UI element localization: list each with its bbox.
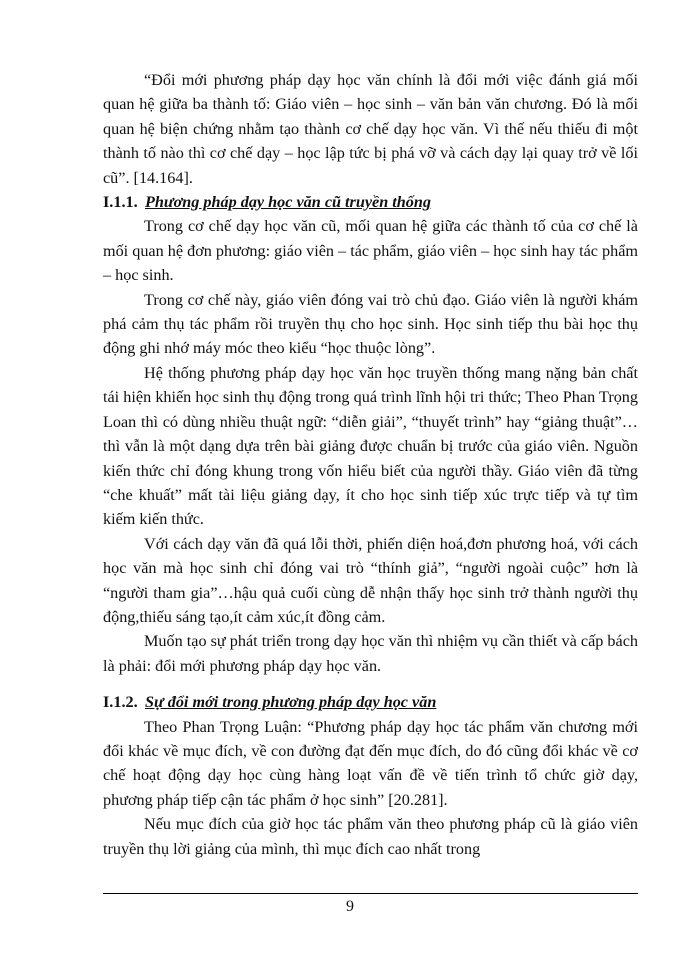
paragraph: Trong cơ chế này, giáo viên đóng vai trò chủ đạo. Giáo viên là người khám phá cảm thụ tác phẩm rồi truyền thụ cho học sinh. Học sinh tiếp thu bài học thụ động ghi nhớ máy móc theo kiểu “học thuộc lòng”. bbox=[103, 290, 638, 358]
section-spacer bbox=[103, 678, 638, 690]
section-number: I.1.2. bbox=[103, 693, 138, 712]
section-number: I.1.1. bbox=[103, 193, 138, 212]
section-title: Sự đổi mới trong phương pháp dạy học văn bbox=[145, 693, 437, 712]
section-title: Phương pháp dạy học văn cũ truyền thống bbox=[145, 193, 431, 212]
page-number: 9 bbox=[346, 898, 354, 915]
paragraph: Theo Phan Trọng Luận: “Phương pháp dạy học tác phẩm văn chương mới đổi khác về mục đích, về con đường đạt đến mục đích, do đó cũng đổi khác về cơ chế hoạt động dạy học cùng hàng loạt vấn đề về tiến trình tổ chức giờ dạy, phương pháp tiếp cận tác phẩm ở học sinh” [20.281]. bbox=[103, 717, 638, 809]
footer-divider bbox=[103, 893, 638, 894]
document-body bbox=[103, 68, 638, 861]
paragraph: Muốn tạo sự phát triển trong dạy học văn thì nhiệm vụ cần thiết và cấp bách là phải: đổi mới phương pháp dạy học văn. bbox=[103, 632, 638, 675]
paragraph: Trong cơ chế dạy học văn cũ, mối quan hệ giữa các thành tố của cơ chế là mối quan hệ đơn phương: giáo viên – tác phẩm, giáo viên – học sinh hay tác phẩm – học sinh. bbox=[103, 217, 638, 285]
section-heading-1-1-2 bbox=[103, 690, 638, 714]
paragraph: Nếu mục đích của giờ học tác phẩm văn theo phương pháp cũ là giáo viên truyền thụ lời giảng của mình, thì mục đích cao nhất trong bbox=[103, 815, 638, 858]
paragraph: Với cách dạy văn đã quá lỗi thời, phiến diện hoá,đơn phương hoá, với cách học văn mà học sinh chỉ đóng vai trò “thính giả”, “người ngoài cuộc” hơn là “người tham gia”…hậu quả cuối cùng dễ nhận thấy học sinh trở thành người thụ động,thiếu sáng tạo,ít cảm xúc,ít đồng cảm. bbox=[103, 534, 638, 626]
section-heading-1-1-1 bbox=[103, 190, 638, 214]
intro-quote-paragraph: “Đổi mới phương pháp dạy học văn chính là đổi mới việc đánh giá mối quan hệ giữa ba thành tố: Giáo viên – học sinh – văn bản văn chương. Đó là mối quan hệ biện chứng nhằm tạo thành cơ chế dạy học văn. Vì thế nếu thiếu đi một thành tố nào thì cơ chế dạy – học lập tức bị phá vỡ và cách dạy lại quay trở về lối cũ”. [14.164]. bbox=[103, 71, 638, 187]
paragraph: Hệ thống phương pháp dạy học văn học truyền thống mang nặng bản chất tái hiện khiến học sinh thụ động trong quá trình lĩnh hội tri thức; Theo Phan Trọng Loan thì có dùng nhiều thuật ngữ: “diễn giải”, “thuyết trình” hay “giảng thuật”… thì vẫn là một dạng dựa trên bài giảng được chuẩn bị trước của giáo viên. Nguồn kiến thức chỉ đóng khung trong vốn hiểu biết của người thầy. Giáo viên đã từng “che khuất” mất tài liệu giảng dạy, ít cho học sinh tiếp xúc trực tiếp và tự tìm kiếm kiến thức. bbox=[103, 363, 638, 529]
